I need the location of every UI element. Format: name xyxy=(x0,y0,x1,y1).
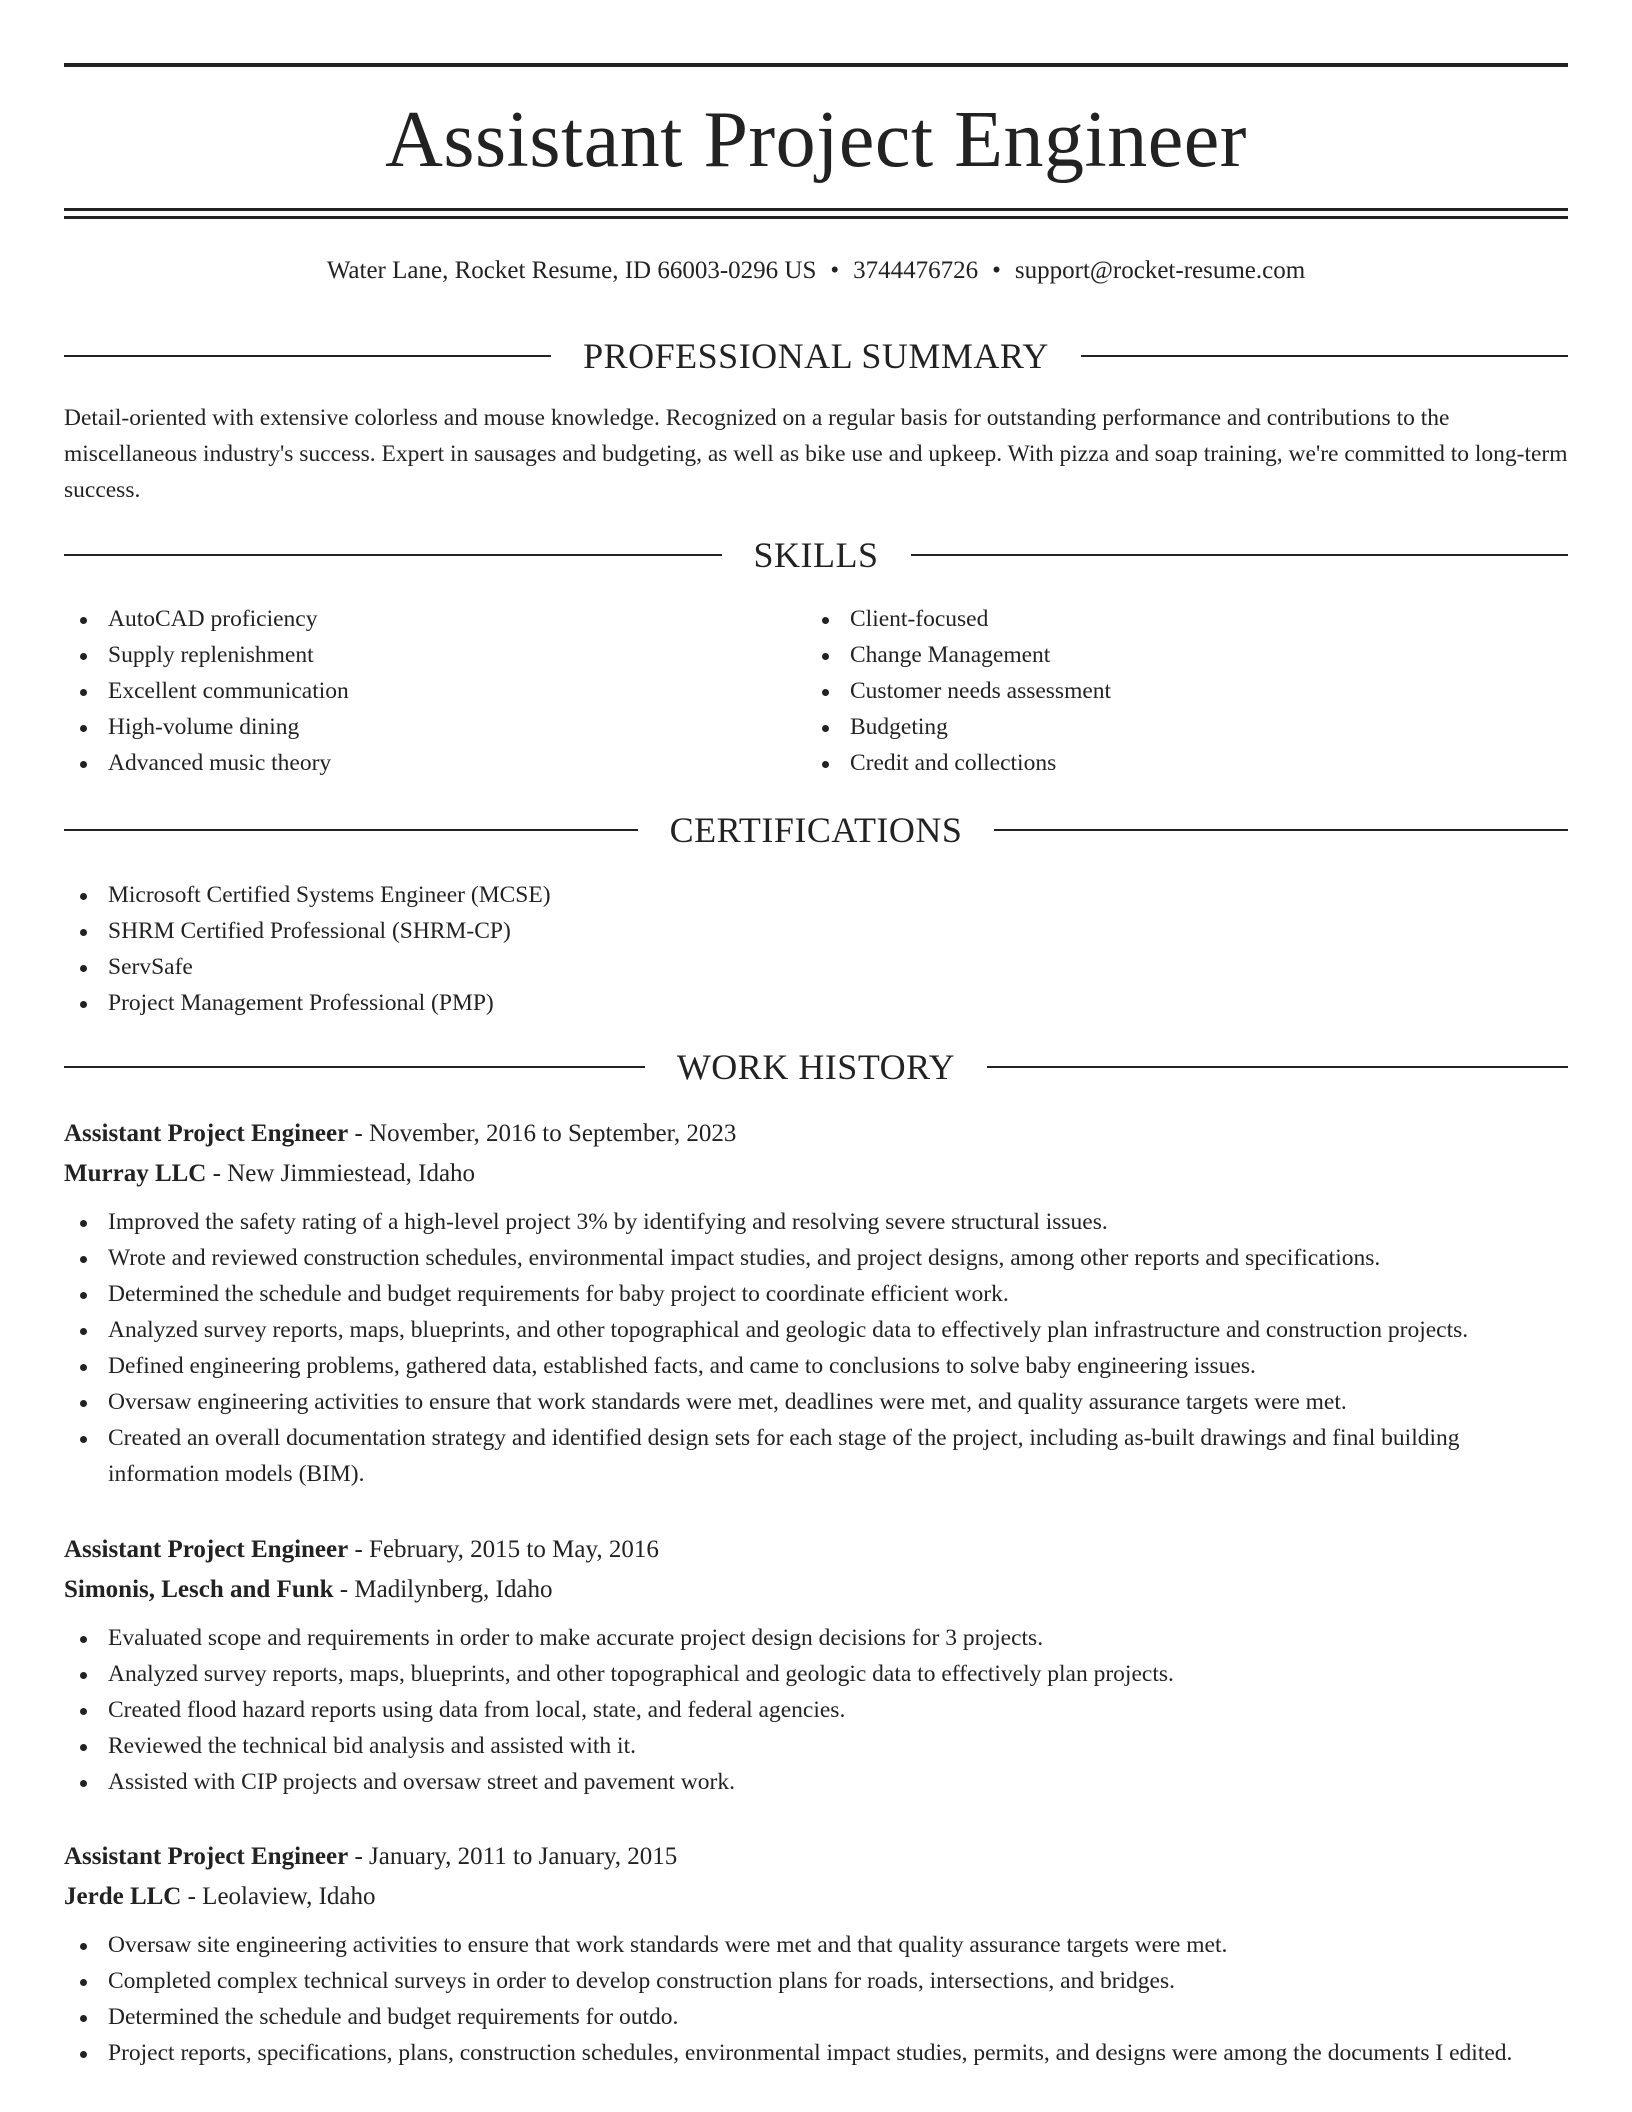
job-location: - New Jimmiestead, Idaho xyxy=(206,1160,476,1187)
summary-text: Detail-oriented with extensive colorless and mouse knowledge. Recognized on a regular basis for outstanding performance and contributions to the miscellaneous industry's success. Expert in sausages and budgeting, as well as bike use and upkeep. With pizza and soap training, we're committed to long-term success. xyxy=(64,405,1568,503)
section-heading-work-history xyxy=(64,1045,1568,1089)
contact-line xyxy=(64,254,1568,288)
heading-rule xyxy=(911,554,1569,556)
heading-rule xyxy=(987,1066,1568,1068)
skill-item: Excellent communication xyxy=(64,673,764,709)
job-bullet: Defined engineering problems, gathered data, established facts, and came to conclusions to solve baby engineering issues. xyxy=(64,1348,1568,1384)
job-bullet: Evaluated scope and requirements in order to make accurate project design decisions for 3 projects. xyxy=(64,1620,1568,1656)
job-bullet: Wrote and reviewed construction schedules, environmental impact studies, and project designs, among other reports and specifications. xyxy=(64,1240,1568,1276)
contact-separator: • xyxy=(992,257,1001,284)
section-title: WORK HISTORY xyxy=(676,1047,956,1087)
job-bullet: Completed complex technical surveys in order to develop construction plans for roads, intersections, and bridges. xyxy=(64,1963,1568,1999)
heading-rule xyxy=(64,829,638,831)
certification-item: Microsoft Certified Systems Engineer (MCSE) xyxy=(64,877,1564,913)
job-company: Jerde LLC xyxy=(64,1883,182,1910)
skill-item: Credit and collections xyxy=(806,745,1506,781)
section-title: PROFESSIONAL SUMMARY xyxy=(583,336,1049,376)
job-title: Assistant Project Engineer xyxy=(64,1120,349,1147)
job-bullet: Project reports, specifications, plans, construction schedules, environmental impact studies, permits, and designs were among the documents I edited. xyxy=(64,2035,1568,2071)
skills-list-right xyxy=(806,601,1506,781)
job-bullet: Determined the schedule and budget requirements for baby project to coordinate efficient work. xyxy=(64,1276,1568,1312)
heading-rule xyxy=(64,1066,645,1068)
skill-item: Customer needs assessment xyxy=(806,673,1506,709)
skill-item: Supply replenishment xyxy=(64,637,764,673)
job-bullet: Analyzed survey reports, maps, blueprints, and other topographical and geologic data to effectively plan projects. xyxy=(64,1656,1568,1692)
job-company-line xyxy=(64,1570,1568,1610)
job-company-line xyxy=(64,1154,1568,1194)
job-company: Simonis, Lesch and Funk xyxy=(64,1576,334,1603)
contact-address: Water Lane, Rocket Resume, ID 66003-0296 US xyxy=(326,257,817,284)
job-title-line xyxy=(64,1837,1568,1877)
job-bullet: Reviewed the technical bid analysis and assisted with it. xyxy=(64,1728,1568,1764)
job-bullets xyxy=(64,1927,1568,2071)
section-heading-skills xyxy=(64,533,1568,577)
job-dates: - November, 2016 to September, 2023 xyxy=(348,1120,737,1147)
job-bullet: Oversaw engineering activities to ensure that work standards were met, deadlines were met, and quality assurance targets were met. xyxy=(64,1384,1568,1420)
job-entry xyxy=(64,1837,1568,2071)
job-bullets xyxy=(64,1620,1568,1800)
job-dates: - February, 2015 to May, 2016 xyxy=(348,1536,659,1563)
heading-rule xyxy=(64,355,551,357)
contact-email[interactable]: support@rocket-resume.com xyxy=(1014,257,1306,284)
certifications-list xyxy=(64,877,1564,1021)
resume-title: Assistant Project Engineer xyxy=(385,96,1247,184)
skill-item: AutoCAD proficiency xyxy=(64,601,764,637)
job-bullet: Assisted with CIP projects and oversaw street and pavement work. xyxy=(64,1764,1568,1800)
section-title: SKILLS xyxy=(753,535,879,575)
heading-rule xyxy=(994,829,1568,831)
job-company-line xyxy=(64,1877,1568,1917)
skill-item: Change Management xyxy=(806,637,1506,673)
job-entry xyxy=(64,1530,1568,1800)
skill-item: Client-focused xyxy=(806,601,1506,637)
job-bullets xyxy=(64,1204,1568,1492)
section-heading-certifications xyxy=(64,808,1568,852)
contact-separator: • xyxy=(830,257,840,284)
job-bullet: Improved the safety rating of a high-level project 3% by identifying and resolving severe structural issues. xyxy=(64,1204,1568,1240)
heading-rule xyxy=(1081,355,1568,357)
top-rule xyxy=(64,63,1568,67)
job-title: Assistant Project Engineer xyxy=(64,1843,349,1870)
section-heading-summary xyxy=(64,334,1568,378)
job-entry xyxy=(64,1114,1568,1492)
skill-item: High-volume dining xyxy=(64,709,764,745)
title-rule-lower xyxy=(64,216,1568,219)
job-location: - Leolaview, Idaho xyxy=(181,1883,376,1910)
job-location: - Madilynberg, Idaho xyxy=(333,1576,553,1603)
job-title-line xyxy=(64,1114,1568,1154)
job-bullet: Created flood hazard reports using data from local, state, and federal agencies. xyxy=(64,1692,1568,1728)
certification-item: ServSafe xyxy=(64,949,1564,985)
contact-phone: 3744476726 xyxy=(853,257,979,284)
skill-item: Budgeting xyxy=(806,709,1506,745)
heading-rule xyxy=(64,554,722,556)
job-title: Assistant Project Engineer xyxy=(64,1536,349,1563)
title-rule-upper xyxy=(64,208,1568,211)
skill-item: Advanced music theory xyxy=(64,745,764,781)
section-title: CERTIFICATIONS xyxy=(669,810,963,850)
job-dates: - January, 2011 to January, 2015 xyxy=(348,1843,678,1870)
skills-list-left xyxy=(64,601,764,781)
job-bullet: Determined the schedule and budget requirements for outdo. xyxy=(64,1999,1568,2035)
certification-item: SHRM Certified Professional (SHRM-CP) xyxy=(64,913,1564,949)
job-title-line xyxy=(64,1530,1568,1570)
job-bullet: Oversaw site engineering activities to ensure that work standards were met and that quality assurance targets were met. xyxy=(64,1927,1568,1963)
job-bullet: Created an overall documentation strategy and identified design sets for each stage of the project, including as-built drawings and final building information models (BIM). xyxy=(64,1420,1568,1492)
certification-item: Project Management Professional (PMP) xyxy=(64,985,1564,1021)
job-bullet: Analyzed survey reports, maps, blueprints, and other topographical and geologic data to effectively plan infrastructure and construction projects. xyxy=(64,1312,1568,1348)
job-company: Murray LLC xyxy=(64,1160,207,1187)
